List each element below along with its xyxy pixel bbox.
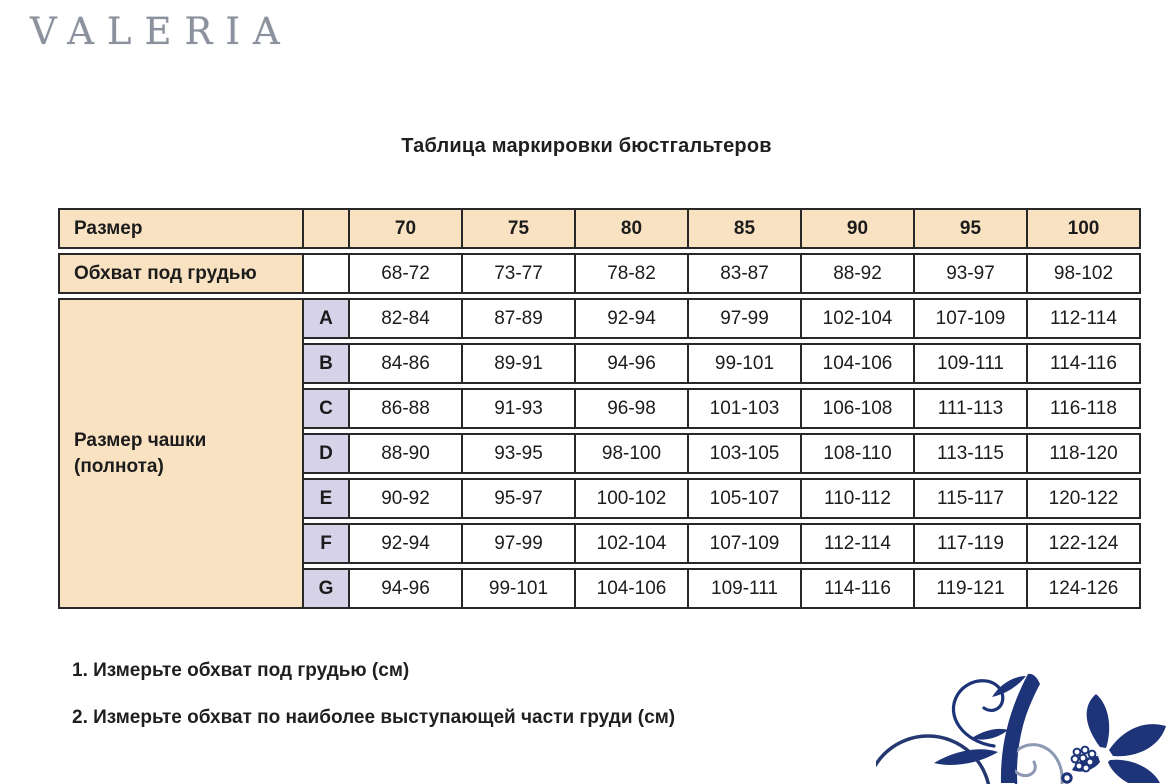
underbust-value: 93-97 xyxy=(915,253,1028,294)
cup-range: 101-103 xyxy=(689,388,802,429)
cup-range: 112-114 xyxy=(802,523,915,564)
cup-letter: C xyxy=(304,388,350,429)
row-underbust xyxy=(58,253,1141,294)
cup-range: 113-115 xyxy=(915,433,1028,474)
floral-flourish-ornament xyxy=(876,664,1173,784)
cup-range: 116-118 xyxy=(1028,388,1141,429)
underbust-value: 78-82 xyxy=(576,253,689,294)
cup-range: 104-106 xyxy=(576,568,689,609)
cup-range: 105-107 xyxy=(689,478,802,519)
cup-range: 107-109 xyxy=(689,523,802,564)
cup-range: 88-90 xyxy=(350,433,463,474)
cup-row-label-line2: (полнота) xyxy=(74,455,164,477)
underbust-row-label: Обхват под грудью xyxy=(58,253,304,294)
cup-range: 119-121 xyxy=(915,568,1028,609)
cup-letter: F xyxy=(304,523,350,564)
underbust-value: 88-92 xyxy=(802,253,915,294)
cup-range: 92-94 xyxy=(350,523,463,564)
underbust-value: 73-77 xyxy=(463,253,576,294)
cup-range: 92-94 xyxy=(576,298,689,339)
size-chart-table xyxy=(58,204,1141,613)
size-col-header: 95 xyxy=(915,208,1028,249)
row-size xyxy=(58,208,1141,249)
cup-range: 112-114 xyxy=(1028,298,1141,339)
cup-range: 122-124 xyxy=(1028,523,1141,564)
cup-range: 95-97 xyxy=(463,478,576,519)
cup-range: 87-89 xyxy=(463,298,576,339)
cup-range: 99-101 xyxy=(463,568,576,609)
underbust-value: 83-87 xyxy=(689,253,802,294)
spacer-cell xyxy=(304,208,350,249)
cup-range: 97-99 xyxy=(689,298,802,339)
measuring-instructions xyxy=(72,660,675,754)
cup-letter: E xyxy=(304,478,350,519)
size-col-header: 90 xyxy=(802,208,915,249)
cup-range: 90-92 xyxy=(350,478,463,519)
cup-range: 109-111 xyxy=(689,568,802,609)
cup-range: 124-126 xyxy=(1028,568,1141,609)
cup-letter: B xyxy=(304,343,350,384)
size-col-header: 80 xyxy=(576,208,689,249)
cup-range: 89-91 xyxy=(463,343,576,384)
cup-range: 106-108 xyxy=(802,388,915,429)
cup-range: 94-96 xyxy=(576,343,689,384)
size-col-header: 100 xyxy=(1028,208,1141,249)
cup-range: 102-104 xyxy=(576,523,689,564)
cup-range: 86-88 xyxy=(350,388,463,429)
cup-range: 114-116 xyxy=(1028,343,1141,384)
brand-logo: VALERIA xyxy=(30,10,293,53)
cup-range: 104-106 xyxy=(802,343,915,384)
cup-row-label xyxy=(58,298,304,609)
cup-range: 93-95 xyxy=(463,433,576,474)
cup-range: 120-122 xyxy=(1028,478,1141,519)
cup-range: 91-93 xyxy=(463,388,576,429)
instruction-step-2: 2. Измерьте обхват по наиболее выступающей части груди (см) xyxy=(72,707,676,728)
cup-row-label-line1: Размер чашки xyxy=(74,429,207,451)
cup-range: 111-113 xyxy=(915,388,1028,429)
size-row-label: Размер xyxy=(58,208,304,249)
underbust-value: 98-102 xyxy=(1028,253,1141,294)
cup-range: 96-98 xyxy=(576,388,689,429)
cup-range: 118-120 xyxy=(1028,433,1141,474)
size-col-header: 70 xyxy=(350,208,463,249)
cup-range: 94-96 xyxy=(350,568,463,609)
size-col-header: 85 xyxy=(689,208,802,249)
cup-range: 97-99 xyxy=(463,523,576,564)
cup-letter: D xyxy=(304,433,350,474)
cup-range: 102-104 xyxy=(802,298,915,339)
cup-range: 115-117 xyxy=(915,478,1028,519)
instruction-step-1: 1. Измерьте обхват под грудью (см) xyxy=(72,660,410,681)
cup-range: 108-110 xyxy=(802,433,915,474)
page-title: Таблица маркировки бюстгальтеров xyxy=(401,135,772,157)
cup-range: 110-112 xyxy=(802,478,915,519)
cup-letter: G xyxy=(304,568,350,609)
cup-range: 117-119 xyxy=(915,523,1028,564)
cup-range: 103-105 xyxy=(689,433,802,474)
row-cup-a xyxy=(58,298,1141,339)
cup-letter: A xyxy=(304,298,350,339)
cup-range: 99-101 xyxy=(689,343,802,384)
cup-range: 84-86 xyxy=(350,343,463,384)
cup-range: 107-109 xyxy=(915,298,1028,339)
underbust-value: 68-72 xyxy=(350,253,463,294)
cup-range: 98-100 xyxy=(576,433,689,474)
size-chart xyxy=(58,204,1141,613)
cup-range: 82-84 xyxy=(350,298,463,339)
cup-range: 109-111 xyxy=(915,343,1028,384)
floral-flourish-icon xyxy=(876,664,1173,784)
cup-range: 100-102 xyxy=(576,478,689,519)
spacer-cell xyxy=(304,253,350,294)
size-col-header: 75 xyxy=(463,208,576,249)
cup-range: 114-116 xyxy=(802,568,915,609)
